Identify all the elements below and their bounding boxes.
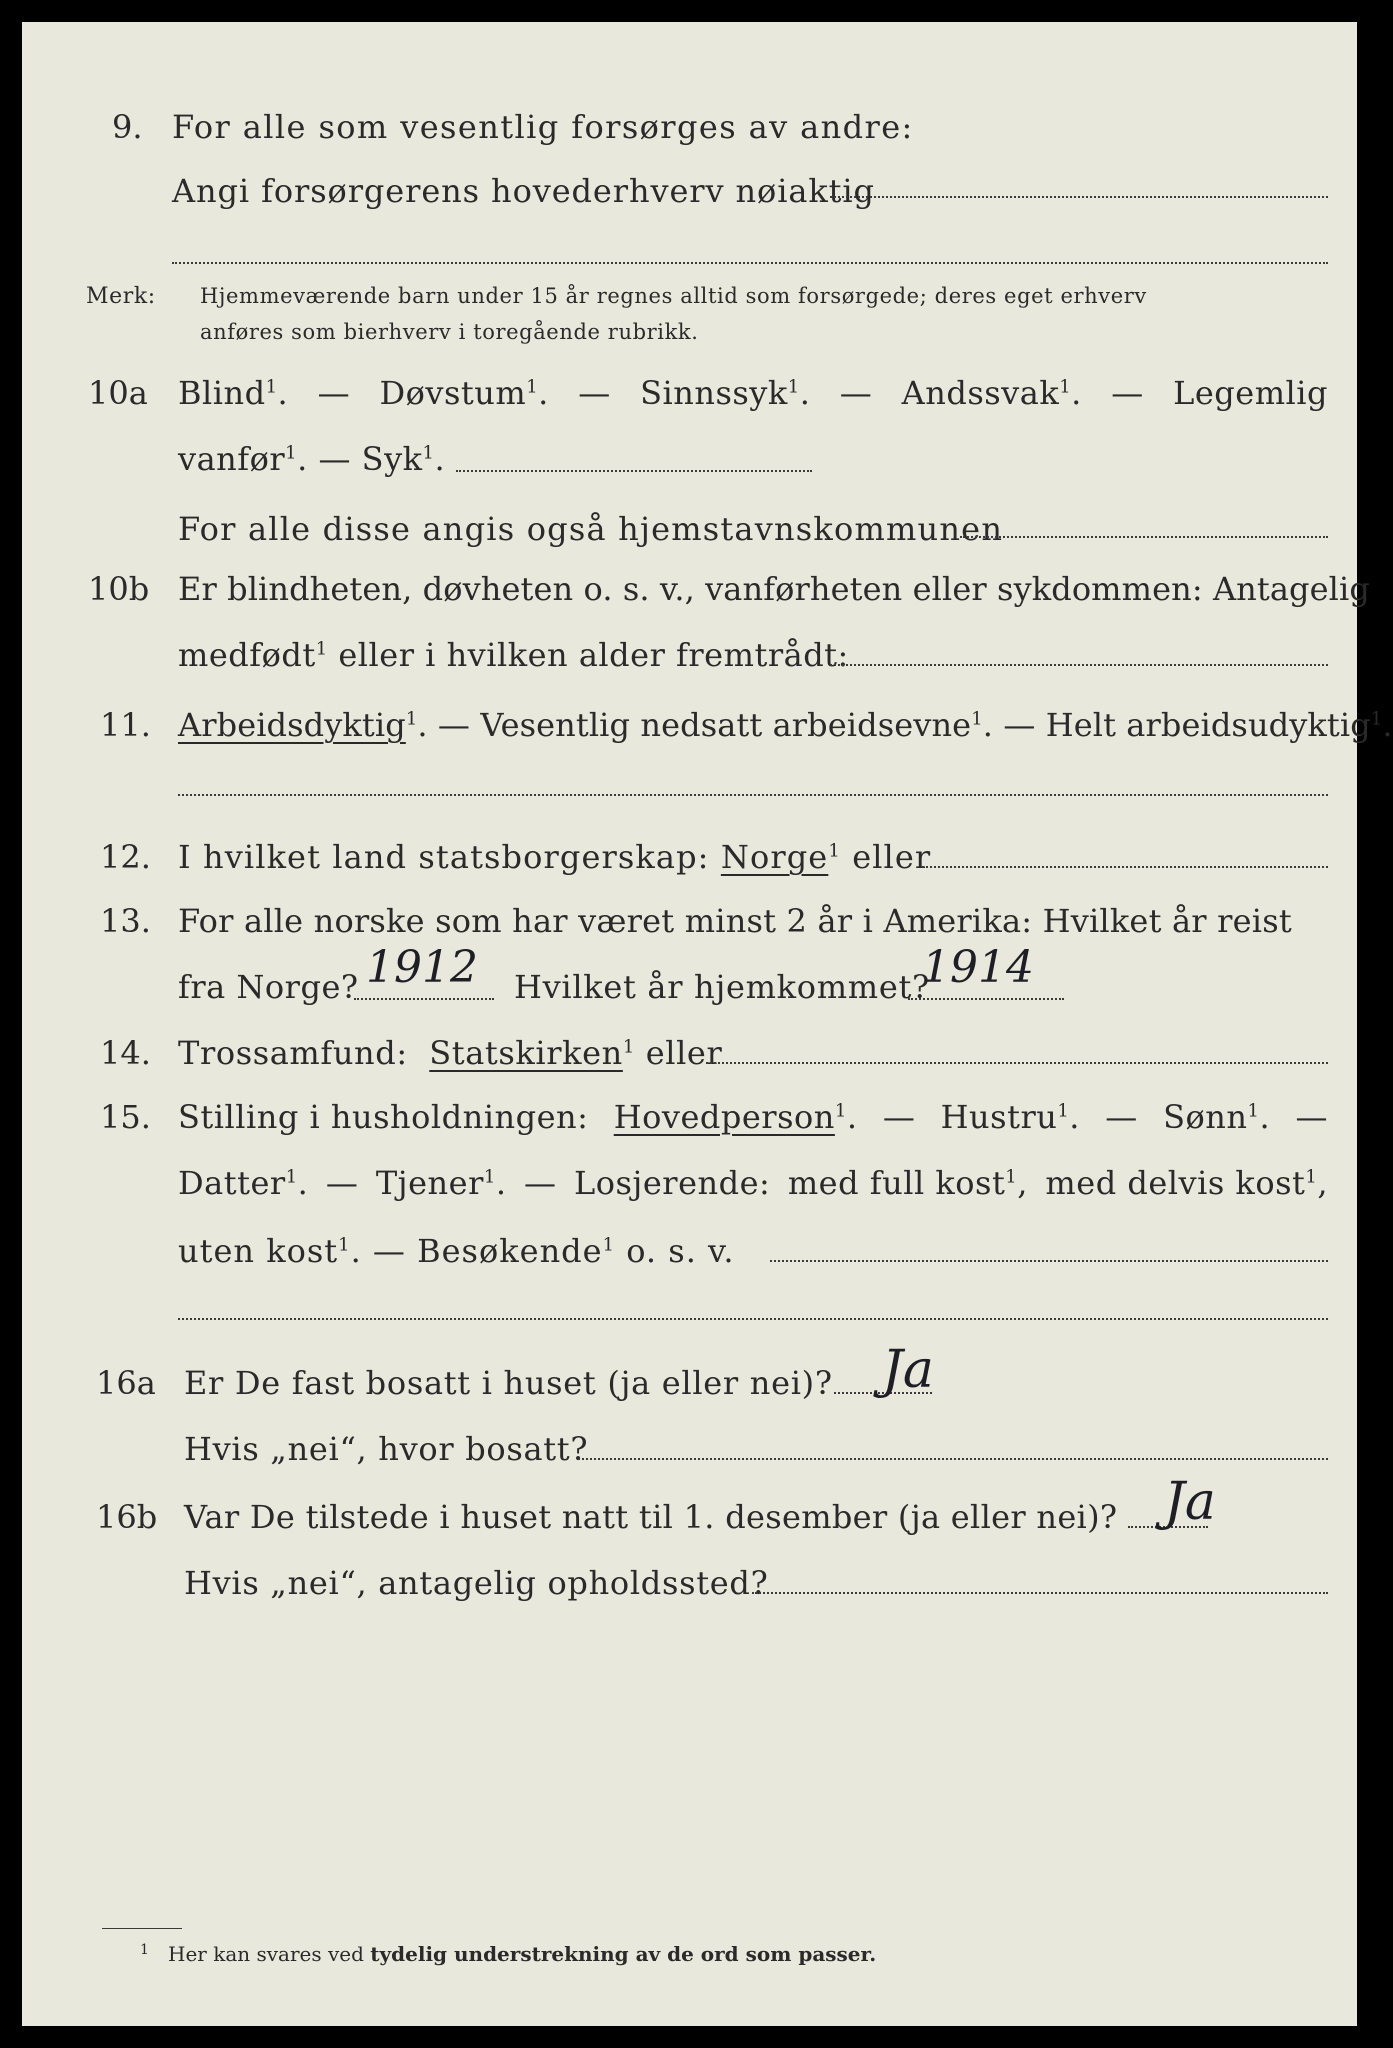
- q9-line1: For alle som vesentlig forsørges av andre:: [172, 108, 914, 146]
- q16b-line1: Var De tilstede i huset natt til 1. desember (ja eller nei)?: [184, 1498, 1118, 1536]
- blind-option[interactable]: Blind: [178, 374, 266, 412]
- dash: —: [325, 1164, 359, 1202]
- sinnssyk-option[interactable]: Sinnssyk: [640, 374, 788, 412]
- q14-text: Trossamfund:: [178, 1034, 408, 1072]
- q11-line: Arbeidsdyktig$^1$. — Vesentlig nedsatt arbeidsevne$^1$. — Helt arbeidsudyktig$^1$.: [178, 706, 1393, 744]
- dash: —: [1111, 374, 1144, 412]
- merk-line1: Hjemmeværende barn under 15 år regnes alltid som forsørgede; deres eget erhverv: [200, 284, 1147, 308]
- footnote-ref: 1: [315, 638, 328, 660]
- udyktig-option[interactable]: Helt arbeidsudyktig: [1045, 706, 1371, 744]
- footnote-ref: 1: [338, 1234, 351, 1256]
- q13-line1: For alle norske som har været minst 2 år i Amerika: Hvilket år reist: [178, 902, 1292, 940]
- footnote-mark: 1: [140, 1942, 149, 1958]
- footnote-ref: 1: [1057, 1100, 1070, 1122]
- q12-other-country-line[interactable]: [922, 866, 1328, 868]
- footnote-ref: 1: [834, 1100, 847, 1122]
- footnote: [140, 1942, 876, 1966]
- sonn-option[interactable]: Sønn: [1163, 1098, 1248, 1136]
- dash: —: [318, 440, 351, 478]
- dash: —: [1003, 706, 1036, 744]
- q9-number: 9.: [112, 108, 143, 146]
- besokende-option[interactable]: Besøkende: [417, 1232, 603, 1270]
- dash: —: [372, 1232, 406, 1270]
- q13-fra-norge: fra Norge?: [178, 968, 359, 1006]
- footnote-ref: 1: [422, 442, 435, 464]
- q10a-line3: For alle disse angis også hjemstavnskommunen: [178, 510, 1004, 548]
- medfodt-option[interactable]: medfødt: [178, 636, 316, 674]
- delvis-kost-option[interactable]: med delvis kost: [1045, 1164, 1306, 1202]
- q15-other-line[interactable]: [770, 1260, 1328, 1262]
- q13-number: 13.: [100, 902, 151, 940]
- footnote-ref: 1: [1247, 1100, 1260, 1122]
- q10a-syk-line[interactable]: [456, 470, 812, 472]
- arbeidsdyktig-option-underlined[interactable]: Arbeidsdyktig: [178, 706, 406, 744]
- footnote-ref: 1: [1005, 1166, 1018, 1188]
- footnote-ref: 1: [405, 708, 418, 730]
- dash: —: [523, 1164, 557, 1202]
- footnote-ref: 1: [285, 442, 298, 464]
- q14-other-line[interactable]: [706, 1062, 1328, 1064]
- q10b-alder-line[interactable]: [830, 664, 1328, 666]
- q16a-number: 16a: [96, 1364, 156, 1402]
- q11-number: 11.: [100, 706, 151, 744]
- osv-text: o. s. v.: [626, 1232, 735, 1270]
- footnote-ref: 1: [526, 376, 539, 398]
- q10b-alder-text: eller i hvilken alder fremtrådt:: [338, 636, 849, 674]
- merk-label: Merk:: [86, 284, 156, 309]
- datter-option[interactable]: Datter: [178, 1164, 286, 1202]
- q10b-line2: [178, 636, 849, 674]
- tjener-option[interactable]: Tjener: [375, 1164, 484, 1202]
- q9-line2: Angi forsørgerens hovederhverv nøiaktig: [172, 172, 875, 210]
- statskirken-option-underlined[interactable]: Statskirken: [429, 1034, 623, 1072]
- q12-number: 12.: [100, 838, 151, 876]
- dovstum-option[interactable]: Døvstum: [379, 374, 527, 412]
- losjerende-text: Losjerende:: [573, 1164, 771, 1202]
- q10b-line1: Er blindheten, døvheten o. s. v., vanførheten eller sykdommen: Antagelig: [178, 570, 1370, 608]
- dash: —: [839, 374, 873, 412]
- q13-hjem-year-handwritten[interactable]: 1914: [922, 942, 1034, 993]
- merk-line2: anføres som bierhverv i toregående rubrikk.: [200, 320, 699, 344]
- footnote-ref: 1: [787, 376, 800, 398]
- q10a-line2: vanfør$^1$. — Syk$^1$.: [178, 440, 446, 478]
- q14-number: 14.: [100, 1034, 151, 1072]
- q16b-opholdssted-line[interactable]: [752, 1592, 1328, 1594]
- q16a-answer-handwritten[interactable]: Ja: [882, 1340, 934, 1400]
- footnote-ref: 1: [265, 376, 278, 398]
- dash: —: [317, 374, 351, 412]
- q15-stilling-text: Stilling i husholdningen:: [178, 1098, 589, 1136]
- footnote-ref: 1: [971, 708, 983, 730]
- full-kost-option[interactable]: med full kost: [787, 1164, 1006, 1202]
- q16a-line2: Hvis „nei“, hvor bosatt?: [184, 1430, 589, 1468]
- syk-option[interactable]: Syk: [361, 440, 423, 478]
- q9-answer-line-2[interactable]: [172, 262, 1328, 264]
- q10a-number: 10a: [88, 374, 148, 412]
- footnote-rule: [102, 1928, 182, 1929]
- eller-text: eller: [852, 838, 932, 876]
- q15-line3: uten kost$^1$. — Besøkende$^1$ o. s. v.: [178, 1232, 735, 1270]
- hovedperson-option-underlined[interactable]: Hovedperson: [613, 1098, 835, 1136]
- q13-reist-year-handwritten[interactable]: 1912: [366, 942, 478, 993]
- vanfor-option[interactable]: vanfør: [178, 440, 286, 478]
- q16b-answer-handwritten[interactable]: Ja: [1164, 1472, 1216, 1532]
- q15-number: 15.: [100, 1098, 151, 1136]
- q16a-bosatt-line[interactable]: [578, 1458, 1328, 1460]
- footnote-ref: 1: [1370, 708, 1383, 730]
- footnote-ref: 1: [622, 1036, 635, 1058]
- footnote-text-b: tydelig understrekning av de ord som passer.: [370, 1942, 877, 1966]
- q14-line: [178, 1034, 722, 1072]
- footnote-ref: 1: [828, 840, 841, 862]
- q16b-number: 16b: [96, 1498, 158, 1536]
- q10a-line1: Blind$^1$. — Døvstum$^1$. — Sinnssyk$^1$. — Andssvak$^1$. — Legemlig: [178, 374, 1328, 412]
- norge-option-underlined[interactable]: Norge: [720, 838, 829, 876]
- dash: —: [437, 706, 471, 744]
- q13-hjem-line[interactable]: [908, 998, 1064, 1000]
- q13-hjemkommet: Hvilket år hjemkommet?: [514, 968, 930, 1006]
- q12-line: [178, 838, 931, 876]
- eller-text: eller: [645, 1034, 723, 1072]
- legemlig-option[interactable]: Legemlig: [1173, 374, 1328, 412]
- q13-reist-line[interactable]: [354, 998, 494, 1000]
- footnote-ref: 1: [1059, 376, 1072, 398]
- q12-text: I hvilket land statsborgerskap:: [178, 838, 710, 876]
- q15-line1: Stilling i husholdningen: Hovedperson$^1$. — Hustru$^1$. — Sønn$^1$. —: [178, 1098, 1328, 1136]
- hustru-option[interactable]: Hustru: [940, 1098, 1058, 1136]
- q16a-line1: Er De fast bosatt i huset (ja eller nei)?: [184, 1364, 833, 1402]
- footnote-ref: 1: [483, 1166, 496, 1188]
- andssvak-option[interactable]: Andssvak: [901, 374, 1060, 412]
- q15-line2: Datter$^1$. — Tjener$^1$. — Losjerende: med full kost$^1$, med delvis kost$^1$,: [178, 1164, 1328, 1202]
- q11-answer-line[interactable]: [178, 794, 1328, 796]
- nedsatt-option[interactable]: Vesentlig nedsatt arbeidsevne: [480, 706, 972, 744]
- q10a-kommune-line[interactable]: [960, 536, 1328, 538]
- q9-answer-line[interactable]: [830, 196, 1328, 198]
- footnote-ref: 1: [602, 1234, 616, 1256]
- dash: —: [1105, 1098, 1138, 1136]
- census-form-page: [22, 22, 1393, 2026]
- q10b-number: 10b: [88, 570, 150, 608]
- q16b-line2: Hvis „nei“, antagelig opholdssted?: [184, 1564, 769, 1602]
- footnote-text-a: Her kan svares ved: [168, 1942, 364, 1966]
- dash: —: [578, 374, 611, 412]
- dash: —: [1295, 1098, 1328, 1136]
- uten-kost-option[interactable]: uten kost: [178, 1232, 339, 1270]
- footnote-ref: 1: [285, 1166, 298, 1188]
- dash: —: [882, 1098, 916, 1136]
- q15-answer-line-2[interactable]: [178, 1318, 1328, 1320]
- footnote-ref: 1: [1305, 1166, 1318, 1188]
